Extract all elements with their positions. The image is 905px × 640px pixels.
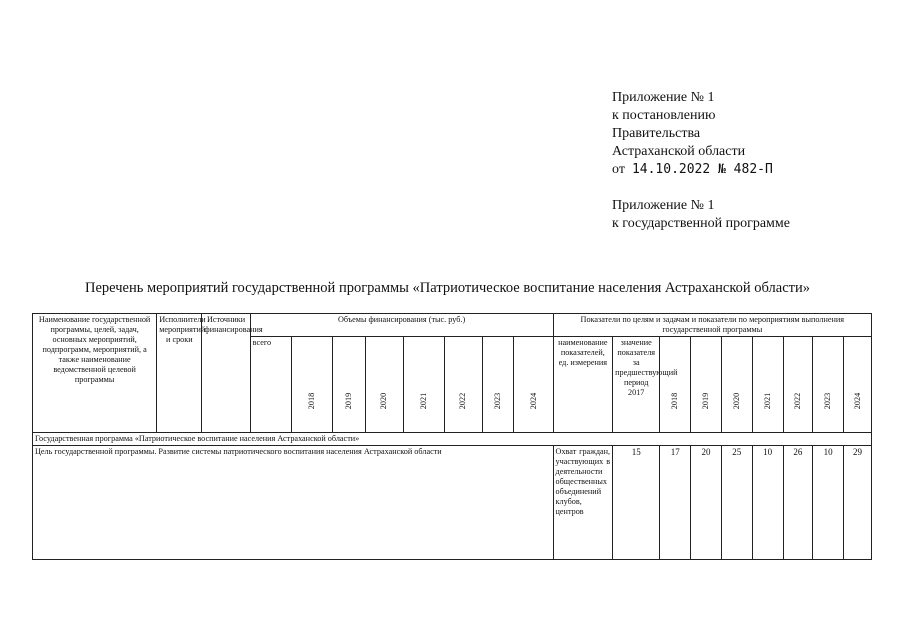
appendix-line: Приложение № 1 [612, 90, 715, 105]
appendix-line: Правительства [612, 126, 701, 141]
header-year: 2023 [482, 337, 514, 433]
header-year: 2022 [783, 337, 813, 433]
appendix-line: Приложение № 1 [612, 198, 715, 213]
goal-value: 20 [691, 446, 722, 560]
header-year: 2018 [291, 337, 332, 433]
goal-indicator: Охват граждан, участвующих в деятельности общественных объединений клубов, центров [553, 446, 613, 560]
decree-date: 14.10.2022 № 482-П [631, 162, 773, 177]
program-row: Государственная программа «Патриотическое воспитание населения Астраханской области» [33, 433, 872, 446]
header-total: всего [250, 337, 291, 433]
header-year: 2020 [365, 337, 403, 433]
appendix-line: Астраханской области [612, 144, 746, 159]
header-year: 2021 [752, 337, 783, 433]
goal-value: 10 [813, 446, 844, 560]
goal-value: 29 [844, 446, 872, 560]
goal-value: 10 [752, 446, 783, 560]
header-year: 2019 [332, 337, 365, 433]
header-indicators: Показатели по целям и задачам и показатели по мероприятиям выполнения государственной программы [553, 314, 871, 337]
appendix-line: к государственной программе [612, 216, 790, 231]
document-title: Перечень мероприятий государственной программы «Патриотическое воспитание населения Астраханской области» [84, 280, 811, 296]
header-year: 2022 [444, 337, 482, 433]
header-year: 2018 [660, 337, 691, 433]
header-indicator-prev: значение показателя за предшествующий период 2017 [613, 337, 660, 433]
appendix-block [612, 89, 790, 233]
measures-table [32, 313, 872, 560]
goal-prev-value: 15 [613, 446, 660, 560]
header-year: 2019 [691, 337, 722, 433]
goal-row-text: Цель государственной программы. Развитие системы патриотического воспитания населения Астраханской области [33, 446, 554, 560]
goal-value: 26 [783, 446, 813, 560]
date-prefix: от [612, 162, 625, 177]
header-sources: Источники финансирования [202, 314, 250, 433]
goal-value: 25 [721, 446, 752, 560]
goal-value: 17 [660, 446, 691, 560]
appendix-line: к постановлению [612, 108, 716, 123]
header-year: 2021 [403, 337, 444, 433]
header-year: 2020 [721, 337, 752, 433]
decree-date-line [612, 161, 790, 179]
header-executors: Исполнители мероприятий и сроки [157, 314, 202, 433]
header-year: 2023 [813, 337, 844, 433]
header-financing: Объемы финансирования (тыс. руб.) [250, 314, 553, 337]
header-name: Наименование государственной программы, целей, задач, основных мероприятий, подпрограмм, мероприятий, а также наименование ведомственной целевой программы [33, 314, 157, 433]
header-year: 2024 [844, 337, 872, 433]
header-year: 2024 [514, 337, 553, 433]
header-indicator-name: наименование показателей, ед. измерения [553, 337, 613, 433]
